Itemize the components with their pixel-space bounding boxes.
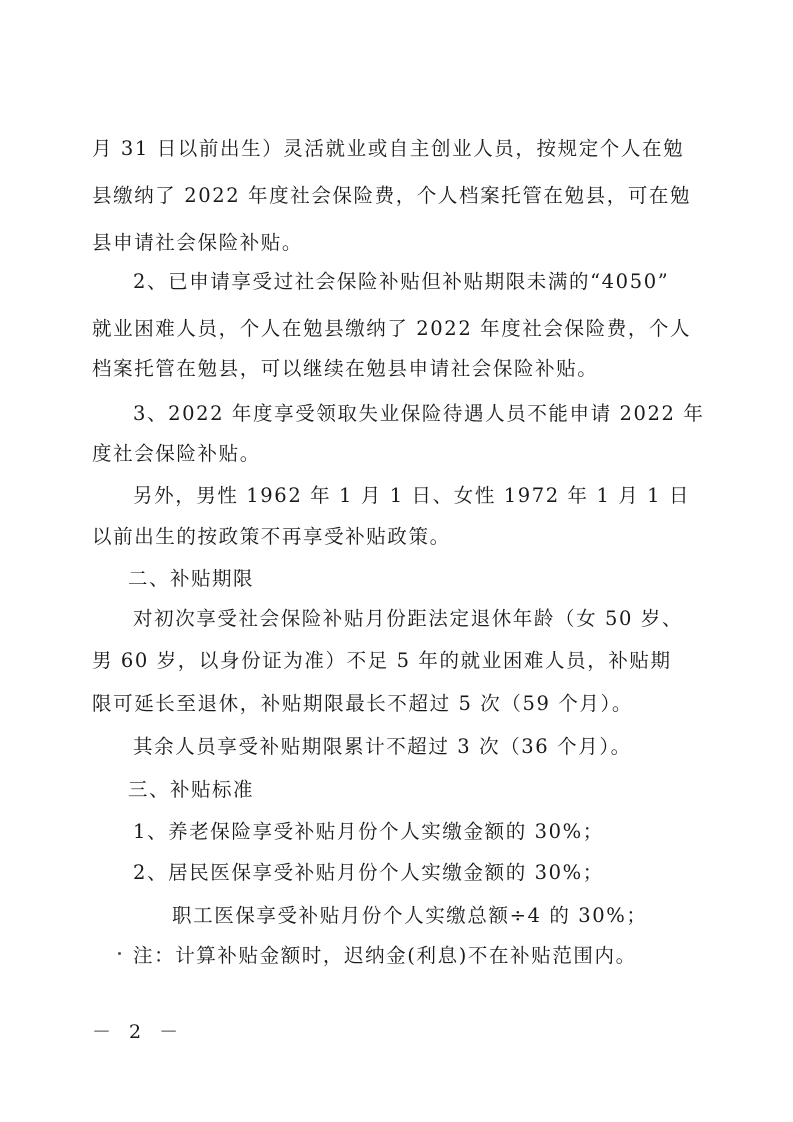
scan-speck bbox=[118, 952, 121, 955]
section-heading: 二、补贴期限 bbox=[128, 567, 255, 590]
paragraph-line: 县申请社会保险补贴。 bbox=[92, 231, 304, 254]
paragraph-line: 2、已申请享受过社会保险补贴但补贴期限未满的“4050” bbox=[133, 270, 670, 293]
paragraph-line: 男 60 岁，以身份证为准）不足 5 年的就业困难人员，补贴期 bbox=[92, 649, 672, 672]
paragraph-line: 度社会保险补贴。 bbox=[92, 442, 261, 465]
paragraph-line: 就业困难人员，个人在勉县缴纳了 2022 年度社会保险费，个人 bbox=[92, 317, 692, 340]
paragraph-line: 限可延长至退休，补贴期限最长不超过 5 次（59 个月）。 bbox=[92, 692, 633, 715]
paragraph-line: 以前出生的按政策不再享受补贴政策。 bbox=[92, 525, 451, 548]
paragraph-line: 3、2022 年度享受领取失业保险待遇人员不能申请 2022 年 bbox=[133, 402, 705, 425]
paragraph-line: 县缴纳了 2022 年度社会保险费，个人档案托管在勉县，可在勉 bbox=[92, 184, 692, 207]
paragraph-line: 另外，男性 1962 年 1 月 1 日、女性 1972 年 1 月 1 日 bbox=[133, 484, 691, 507]
page-number: － 2 － bbox=[92, 1021, 185, 1043]
list-item: 2、居民医保享受补贴月份个人实缴金额的 30%； bbox=[133, 861, 604, 884]
paragraph-line: 对初次享受社会保险补贴月份距法定退休年龄（女 50 岁、 bbox=[133, 607, 684, 630]
note-line: 注：计算补贴金额时，迟纳金(利息)不在补贴范围内。 bbox=[133, 944, 637, 967]
paragraph-line: 其余人员享受补贴期限累计不超过 3 次（36 个月）。 bbox=[133, 735, 632, 758]
paragraph-line: 月 31 日以前出生）灵活就业或自主创业人员，按规定个人在勉 bbox=[92, 137, 685, 160]
paragraph-line: 档案托管在勉县，可以继续在勉县申请社会保险补贴。 bbox=[92, 357, 599, 380]
section-heading: 三、补贴标准 bbox=[128, 778, 255, 801]
list-item: 1、养老保险享受补贴月份个人实缴金额的 30%； bbox=[133, 820, 604, 843]
list-item: 职工医保享受补贴月份个人实缴总额÷4 的 30%； bbox=[172, 904, 648, 927]
